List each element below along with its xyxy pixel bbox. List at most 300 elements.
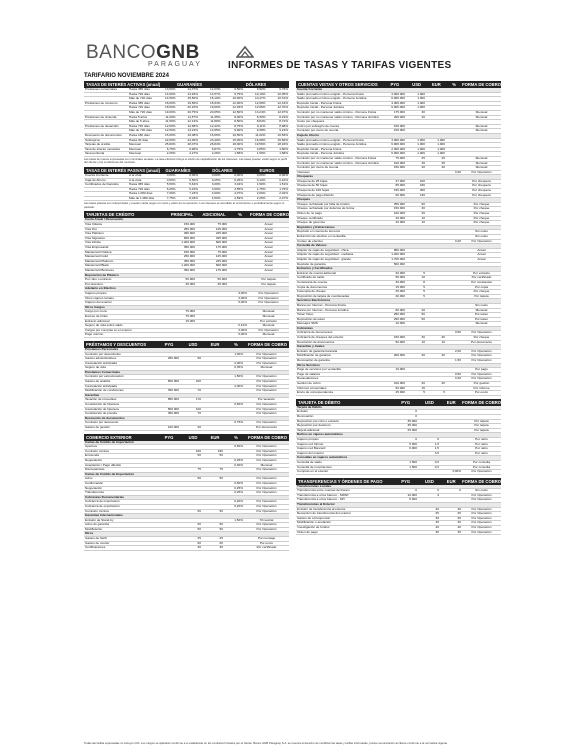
table-cell: 35.000 bbox=[392, 424, 418, 429]
table-cell: Consulta de movimientos bbox=[296, 465, 392, 470]
table-cell: Por Operación bbox=[462, 521, 501, 526]
table-cell: 14,50% bbox=[154, 97, 177, 102]
table-cell: 1,58% bbox=[222, 152, 245, 157]
table-cell: Cajeros del exterior bbox=[84, 301, 164, 306]
table-cell: 35 bbox=[440, 530, 462, 535]
table-cell: Cartas de Crédito de Exportación bbox=[84, 472, 154, 477]
table-cell: Por cheque bbox=[462, 216, 501, 221]
table-cell: Mensual bbox=[462, 308, 501, 313]
table-cell: Anual bbox=[248, 241, 289, 246]
table-cell: Por tarjeta bbox=[462, 294, 501, 299]
cuentas-header: CUENTAS VISTAS Y OTROS SERVICIOS PYG USD EUR % FORMA DE COBRO bbox=[298, 82, 501, 87]
table-cell: 12,96% bbox=[244, 106, 267, 111]
table-cell: Descuento de documentos bbox=[84, 416, 154, 421]
table-cell: 8,75% bbox=[222, 124, 245, 129]
table-cell: Certificado de saldo bbox=[296, 276, 382, 281]
table-cell: Sin costo bbox=[462, 230, 501, 235]
table-cell: 0,00% bbox=[267, 174, 290, 178]
table-cell: 24,36% bbox=[177, 138, 200, 143]
table-cell: 1.000 bbox=[406, 106, 426, 111]
table-cell: Mensual bbox=[244, 463, 289, 468]
table-cell: Por Operación bbox=[244, 380, 289, 385]
table-cell: 85.000 bbox=[382, 184, 406, 189]
table-cell: 0,5 bbox=[418, 465, 440, 470]
table-cell: 1.000 bbox=[406, 92, 426, 97]
table-cell: 11,02% bbox=[244, 133, 267, 138]
table-cell: 0 bbox=[392, 410, 418, 415]
table-cell: 150.000 bbox=[382, 166, 406, 171]
table-cell: Recaudaciones bbox=[296, 377, 382, 382]
table-cell: 3,50% bbox=[199, 187, 222, 192]
table-cell: 650.000 bbox=[164, 236, 196, 241]
table-cell: 150.000 bbox=[164, 250, 196, 255]
table-cell: Cajeros red Bancard bbox=[296, 447, 392, 452]
table-cell: 250.000 bbox=[382, 202, 406, 207]
table-cell: Gastos de gestión bbox=[84, 426, 154, 431]
table-cell: Por Operación bbox=[462, 516, 501, 521]
table-cell: Discrepancias bbox=[84, 468, 154, 473]
table-cell: Exceso de límite bbox=[84, 314, 164, 319]
table-cell: Cobranzas Documentarias bbox=[84, 495, 154, 500]
table-cell: 8,98% bbox=[267, 124, 290, 129]
table-cell: 10,00% bbox=[222, 97, 245, 102]
table-cell: 50 bbox=[406, 317, 426, 322]
table-cell: 60.000 bbox=[382, 193, 406, 198]
table-cell: 40 bbox=[426, 166, 446, 171]
table-cell: 5,00% bbox=[228, 301, 248, 306]
table-cell: Modificación o anulación bbox=[296, 521, 392, 526]
table-cell: 50 bbox=[202, 454, 224, 459]
table-cell: 12,95% bbox=[199, 129, 222, 134]
table-cell: Transferencia entre cuentas del banco bbox=[296, 489, 392, 494]
table-cell: 50 bbox=[180, 509, 202, 514]
table-cell: 30 bbox=[406, 110, 426, 115]
table-cell: 5,00% bbox=[228, 333, 248, 338]
table-cell: 1.000 bbox=[406, 101, 426, 106]
table-cell: 12,00% bbox=[222, 101, 245, 106]
table-cell: Cajeros del exterior bbox=[296, 451, 392, 456]
table-cell: Certificados de Depósito bbox=[84, 183, 128, 188]
table-cell: 5 bbox=[426, 391, 446, 396]
table-cell: 3,00% bbox=[228, 291, 248, 296]
table-cell: Mastercard Gold bbox=[84, 255, 164, 260]
table-cell: 150.000 bbox=[382, 124, 406, 129]
table-cell: 0,25% bbox=[224, 491, 244, 496]
table-cell: Cheque de gerencia bbox=[296, 221, 382, 226]
table-cell: 15,66% bbox=[199, 133, 222, 138]
table-cell: Mensual bbox=[128, 152, 154, 157]
table-cell: 12,97% bbox=[267, 110, 290, 115]
table-cell: 3,04% bbox=[222, 183, 245, 188]
table-cell: 3 bbox=[418, 493, 440, 498]
table-cell: 1.000 bbox=[426, 152, 446, 157]
table-cell: 0 bbox=[418, 489, 440, 494]
table-row bbox=[296, 391, 501, 396]
table-cell: Por certificado bbox=[244, 546, 289, 551]
table-cell: Sobregiros bbox=[84, 138, 128, 143]
table-cell: 850.000 bbox=[382, 248, 406, 253]
table-cell: Cheque rechazado por falta de fondos bbox=[296, 202, 382, 207]
table-cell: 175.000 bbox=[382, 110, 406, 115]
table-cell: A la vista bbox=[128, 178, 154, 183]
table-cell: 25,00% bbox=[154, 143, 177, 148]
table-cell: 10 bbox=[426, 340, 446, 345]
table-cell: 9,92% bbox=[244, 88, 267, 92]
table-cell: Por Operación bbox=[462, 359, 501, 364]
table-cell: 0,25% bbox=[222, 178, 245, 183]
table-cell: 10 bbox=[406, 221, 426, 226]
brand-name: BANCOGNB bbox=[86, 42, 200, 63]
table-cell: Cobro por sobregiro de cuenta bbox=[296, 124, 382, 129]
table-cell: 16,08% bbox=[244, 138, 267, 143]
table-cell: Aviso de garantía bbox=[84, 523, 154, 528]
table-cell: 3.000.000 bbox=[382, 138, 406, 143]
table-cell: 6,87% bbox=[199, 147, 222, 152]
table-cell: 12,42% bbox=[199, 124, 222, 129]
table-cell: Transferencia bbox=[84, 491, 154, 496]
table-cell: Mensual bbox=[462, 129, 501, 134]
table-cell: Anual bbox=[462, 257, 501, 262]
table-cell: 1,00% bbox=[224, 352, 244, 357]
table-cell: 30.000 bbox=[382, 280, 406, 285]
table-cell: 35 bbox=[426, 161, 446, 166]
table-cell: Chequera de 100 hojas bbox=[296, 189, 382, 194]
table-cell: Retiros en cajeros automáticos bbox=[296, 433, 392, 438]
table-cell: Por Operación bbox=[462, 470, 501, 475]
table-cell: 12,25% bbox=[222, 106, 245, 111]
table-cell: 4,59% bbox=[222, 196, 245, 201]
table-cell: 25.000 bbox=[382, 290, 406, 295]
table-cell: Anual bbox=[248, 232, 289, 237]
table-cell: 0,25% bbox=[224, 486, 244, 491]
table-cell: Mensual bbox=[128, 143, 154, 148]
table-cell: Por retiro bbox=[462, 451, 501, 456]
table-cell: Visa Infinite bbox=[84, 241, 164, 246]
table-cell: Por Operación bbox=[462, 354, 501, 359]
table-cell: Anual bbox=[248, 250, 289, 255]
table-cell: 30 bbox=[418, 521, 440, 526]
table-cell: Seguro de vida bbox=[84, 366, 154, 371]
table-cell: 8,30% bbox=[244, 115, 267, 120]
table-cell: 5.000 bbox=[392, 498, 418, 503]
table-cell: 40 bbox=[418, 507, 440, 512]
table-cell: 18,50% bbox=[154, 106, 177, 111]
table-cell: 25.000 bbox=[392, 428, 418, 433]
table-cell: 0,30% bbox=[224, 463, 244, 468]
table-cell: Préstamos Personales bbox=[84, 348, 154, 352]
table-cell: 10 bbox=[406, 276, 426, 281]
table-cell: Por tarjeta bbox=[248, 282, 289, 287]
table-cell: Extractos y Certificados bbox=[296, 267, 382, 272]
table-cell: 9,38% bbox=[244, 129, 267, 134]
table-cell: Extracción de efectivo en ventanilla bbox=[296, 235, 382, 240]
table-cell: Tasa punitoria bbox=[84, 152, 128, 157]
table-cell: 5 bbox=[406, 391, 426, 396]
table-cell: Depósito de garantía bbox=[296, 262, 382, 267]
table-cell: 30 bbox=[406, 207, 426, 212]
table-cell: Por Operación bbox=[244, 486, 289, 491]
table-cell: 47.000 bbox=[382, 179, 406, 184]
table-cell: Cuenta Corriente bbox=[84, 174, 128, 178]
table-cell: Garantías bbox=[84, 393, 154, 398]
table-cell: 20 bbox=[180, 426, 202, 431]
table-cell: Por Operación bbox=[244, 449, 289, 454]
table-cell: Por Operación bbox=[244, 527, 289, 532]
table-cell: Conteo de efectivo bbox=[296, 239, 382, 244]
table-cell: Otros cajeros locales bbox=[84, 296, 164, 301]
table-cell: Cajeros propios bbox=[296, 437, 392, 442]
table-cell: 15.000 bbox=[382, 285, 406, 290]
table-cell: Saldo promedio mínimo exigido - Persona Jurídica bbox=[296, 143, 382, 148]
table-cell: 1.200.000 bbox=[382, 253, 406, 258]
table-cell: 12,68% bbox=[177, 124, 200, 129]
table-cell: 4,00% bbox=[199, 192, 222, 197]
table-cell: Por Operación bbox=[244, 504, 289, 509]
table-cell: 14,93% bbox=[177, 92, 200, 97]
table-cell: Hasta 1.080 días bbox=[129, 191, 153, 196]
table-cell: 2,25% bbox=[154, 152, 177, 157]
table-cell: Renovación bbox=[296, 414, 392, 419]
table-cell: Por tarjeta bbox=[462, 424, 501, 429]
table-cell: Por Operación bbox=[244, 357, 289, 362]
table-cell: Informes comerciales bbox=[296, 386, 382, 391]
table-cell: 1,5 bbox=[418, 442, 440, 447]
table-cell: Cargo por mora bbox=[84, 310, 164, 315]
table-cell: 0 bbox=[392, 414, 418, 419]
prestamos-table bbox=[84, 348, 289, 431]
table-cell: Por Operación bbox=[462, 507, 501, 512]
table-cell: 1.000 bbox=[406, 143, 426, 148]
table-cell: 2,00% bbox=[224, 384, 244, 389]
table-cell: Por gestión bbox=[462, 382, 501, 387]
table-cell: Mensual bbox=[462, 166, 501, 171]
table-cell: 75 bbox=[180, 468, 202, 473]
table-cell: 4,85% bbox=[244, 147, 267, 152]
table-cell: 100.000 bbox=[382, 161, 406, 166]
table-cell: 225.000 bbox=[196, 232, 228, 237]
table-cell: 0 bbox=[440, 489, 462, 494]
table-cell: Por Operación bbox=[244, 468, 289, 473]
table-cell bbox=[224, 546, 244, 551]
table-cell: 0,50 bbox=[446, 372, 462, 377]
table-cell: Por documento bbox=[462, 340, 501, 345]
table-cell: Depósito Inicial - Persona Jurídica bbox=[296, 152, 382, 157]
table-cell: 40 bbox=[418, 526, 440, 531]
table-cell: Gastos administrativos bbox=[84, 357, 154, 362]
table-row bbox=[296, 470, 501, 475]
table-cell bbox=[418, 470, 440, 475]
table-cell: 100 bbox=[180, 380, 202, 385]
table-cell: Tarjeta de Débito bbox=[296, 406, 392, 410]
table-cell: 250.000 bbox=[154, 357, 180, 362]
table-cell: Comisión por no mantener saldo mínimo - Persona Jurídica bbox=[296, 161, 382, 166]
footnote-pasivas: Las tasas pasivas son referenciales y pueden variar según el monto y plazo de la operación. Los intereses se acreditan al vencimiento o periódicamente según lo pactado. bbox=[84, 202, 285, 209]
table-cell: 13,24% bbox=[244, 110, 267, 115]
table-cell: Anual bbox=[248, 223, 289, 228]
table-cell: 250.000 bbox=[382, 317, 406, 322]
table-cell: 14,00% bbox=[154, 92, 177, 97]
table-cell: Fotocopia de cheque bbox=[296, 290, 382, 295]
table-cell: 5 bbox=[406, 294, 426, 299]
table-cell: 150 bbox=[180, 449, 202, 454]
table-cell: Por tarjeta bbox=[462, 419, 501, 424]
table-cell: 60 bbox=[202, 541, 224, 546]
table-cell: 6.000.000 bbox=[382, 97, 406, 102]
right-column bbox=[296, 81, 501, 535]
table-cell: 10.000 bbox=[392, 493, 418, 498]
table-cell: Descuento de documentos bbox=[84, 133, 128, 138]
table-cell: 0,20% bbox=[224, 500, 244, 505]
table-cell: Constitución de prenda bbox=[84, 412, 154, 417]
table-cell: Saldo promedio mínimo exigido - Persona Jurídica bbox=[296, 97, 382, 102]
table-cell: 1,50% bbox=[244, 183, 267, 188]
table-cell: 130 bbox=[406, 193, 426, 198]
table-cell: 0 bbox=[418, 437, 440, 442]
table-cell: 6,25% bbox=[154, 187, 177, 192]
comercio-header: COMERCIO EXTERIOR PYG USD EUR % FORMA DE COBRO bbox=[84, 434, 289, 441]
table-cell: 10,50% bbox=[222, 133, 245, 138]
table-cell: 180 bbox=[406, 184, 426, 189]
table-cell: 150 bbox=[202, 449, 224, 454]
table-cell: Mensual bbox=[462, 124, 501, 129]
table-cell: 4,00% bbox=[228, 296, 248, 301]
table-cell: Adelanto en Efectivo bbox=[84, 287, 164, 292]
table-cell: 5 bbox=[406, 290, 426, 295]
table-cell: Hasta 720 días bbox=[128, 187, 154, 192]
table-cell: Gastos de courier bbox=[84, 541, 154, 546]
table-cell: Por Operación bbox=[244, 454, 289, 459]
table-cell: Transferencia a otros bancos - SIPAP bbox=[296, 493, 392, 498]
table-cell: Servicios Electrónicos bbox=[296, 299, 382, 304]
table-cell: 1.000 bbox=[406, 97, 426, 102]
table-cell: Gastos de corresponsal bbox=[296, 516, 392, 521]
table-cell: 18,00% bbox=[154, 101, 177, 106]
table-cell: 50.000 bbox=[164, 278, 196, 283]
tasas-activas-table bbox=[84, 88, 289, 157]
table-cell: Negociación bbox=[84, 486, 154, 491]
table-cell: Hasta 720 días bbox=[128, 124, 154, 129]
table-cell: 1.500 bbox=[392, 460, 418, 465]
table-cell: Por Operación bbox=[462, 512, 501, 517]
table-cell: 19,56% bbox=[244, 143, 267, 148]
table-cell: Depósito Inicial - Persona Jurídica bbox=[296, 106, 382, 111]
table-cell: 200.000 bbox=[382, 354, 406, 359]
table-cell: 14,57% bbox=[199, 92, 222, 97]
table-cell: 0,50% bbox=[224, 481, 244, 486]
table-cell: 600.000 bbox=[196, 264, 228, 269]
table-cell: 170 bbox=[180, 398, 202, 403]
table-cell: Por pago bbox=[462, 368, 501, 373]
table-cell: 9,24% bbox=[267, 129, 290, 134]
table-cell: Tarjeta adicional bbox=[296, 428, 392, 433]
table-cell: 250.000 bbox=[164, 255, 196, 260]
table-row bbox=[84, 333, 289, 338]
table-cell: 500.000 bbox=[382, 262, 406, 267]
table-cell: 1,58% bbox=[267, 152, 290, 157]
table-cell: 7,00% bbox=[154, 192, 177, 197]
table-cell: 25 bbox=[406, 156, 426, 161]
table-cell: Renovación de garantía bbox=[296, 359, 382, 364]
table-cell: 14,37% bbox=[177, 88, 200, 92]
table-cell: Sin costo bbox=[462, 235, 501, 240]
table-cell: Comisión por descuento bbox=[84, 421, 154, 426]
table-cell: 1.700.000 bbox=[382, 257, 406, 262]
table-cell: 20,15% bbox=[177, 106, 200, 111]
table-cell: 0,75% bbox=[224, 421, 244, 426]
table-cell: 8,72% bbox=[267, 120, 290, 125]
comercio-table bbox=[84, 441, 289, 551]
table-cell: 70 bbox=[180, 412, 202, 417]
table-cell: 15,66% bbox=[267, 138, 290, 143]
table-cell: Extracto de cuenta adicional bbox=[296, 271, 382, 276]
table-cell: 150.000 bbox=[382, 336, 406, 341]
table-cell: Intereses bbox=[296, 170, 382, 175]
table-cell: Custodia de Valores bbox=[296, 244, 382, 249]
table-cell: Cheques bbox=[296, 198, 382, 203]
table-cell: Recepción de transferencia del exterior bbox=[296, 512, 392, 517]
table-cell: Mensual bbox=[248, 333, 289, 338]
table-cell: 350.000 bbox=[164, 246, 196, 251]
table-cell: 4,80% bbox=[267, 147, 290, 152]
table-cell: Mensual bbox=[244, 366, 289, 371]
table-cell: Por tarjeta bbox=[462, 428, 501, 433]
table-cell: Costo por chequera bbox=[296, 120, 382, 125]
table-cell: 0,25% bbox=[224, 458, 244, 463]
table-cell: Caja de Ahorro bbox=[296, 133, 382, 138]
table-cell: 10,47% bbox=[244, 97, 267, 102]
table-cell: 10 bbox=[406, 340, 426, 345]
table-cell: 40.000 bbox=[382, 221, 406, 226]
table-cell: Más de 720 días bbox=[128, 97, 154, 102]
table-cell: Sin costo bbox=[462, 303, 501, 308]
table-cell: 13,24% bbox=[177, 129, 200, 134]
table-cell: 18,00% bbox=[222, 143, 245, 148]
table-cell: 6,75% bbox=[154, 147, 177, 152]
table-cell: Préstamos de consumo bbox=[84, 101, 128, 106]
table-cell: 30 bbox=[202, 546, 224, 551]
table-cell: 350.000 bbox=[164, 269, 196, 274]
table-cell: 11,35% bbox=[199, 115, 222, 120]
table-cell: 25 bbox=[202, 537, 224, 542]
table-cell: 18,94% bbox=[199, 101, 222, 106]
table-cell: 11,50% bbox=[154, 120, 177, 125]
table-cell: 20.000 bbox=[382, 271, 406, 276]
table-cell: 19,00% bbox=[154, 110, 177, 115]
table-cell: Cuota Anual / Renovación bbox=[84, 218, 164, 222]
table-cell: Comisión por desembolso bbox=[84, 352, 154, 357]
table-cell: 35 bbox=[418, 530, 440, 535]
table-cell: Reposición por deterioro bbox=[296, 424, 392, 429]
table-cell: 6.000.000 bbox=[382, 143, 406, 148]
table-cell: Mensual bbox=[128, 147, 154, 152]
table-cell: 40 bbox=[440, 507, 462, 512]
table-cell: 75.000 bbox=[382, 156, 406, 161]
table-cell: 1,59% bbox=[244, 152, 267, 157]
table-cell: 11,89% bbox=[199, 120, 222, 125]
table-cell: 10,05% bbox=[267, 92, 290, 97]
table-cell: Por cheque bbox=[462, 212, 501, 217]
table-cell: Visa Signature bbox=[84, 236, 164, 241]
table-cell: Orden de no pago bbox=[296, 212, 382, 217]
table-cell: 0,00% bbox=[177, 174, 200, 178]
table-cell: 150.000 bbox=[382, 129, 406, 134]
table-cell: 10,83% bbox=[267, 133, 290, 138]
table-cell: Por consulta bbox=[462, 460, 501, 465]
table-cell: 50 bbox=[202, 477, 224, 482]
table-cell: 1,50 bbox=[446, 359, 462, 364]
table-cell: Por envío bbox=[244, 541, 289, 546]
table-cell: Cajeros red Infonet bbox=[296, 442, 392, 447]
